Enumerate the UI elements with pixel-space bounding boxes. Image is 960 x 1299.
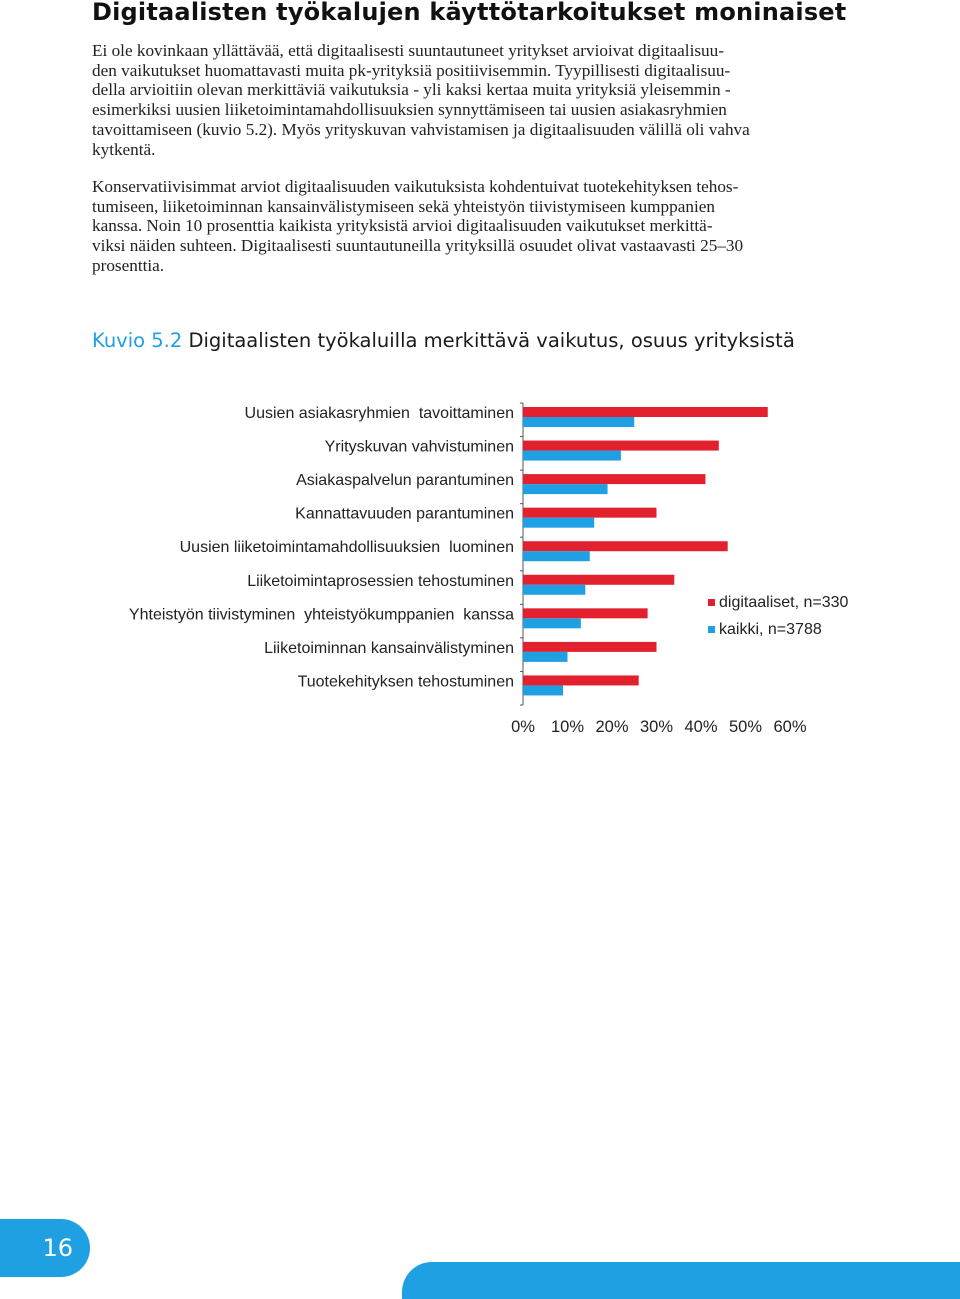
bar-digitaaliset [523,675,639,685]
paragraph-1 [92,41,872,159]
bar-kaikki [523,417,634,427]
paragraph-line: esimerkiksi uusien liiketoimintamahdollisuuksien synnyttämiseen tai uusien asiakasryhmien [92,100,727,120]
figure-caption [92,329,795,352]
bar-chart [0,380,960,750]
category-label: Liiketoimintaprosessien tehostuminen [247,572,514,590]
bar-digitaaliset [523,474,705,484]
bar-kaikki [523,518,594,528]
paragraph-2 [92,177,872,276]
category-label: Asiakaspalvelun parantuminen [296,472,514,490]
figure-number: Kuvio 5.2 [92,329,183,352]
bar-kaikki [523,451,621,461]
paragraph-line: den vaikutukset huomattavasti muita pk-yrityksiä positiivisemmin. Tyypillisesti digitaalisuu- [92,60,731,80]
bar-digitaaliset [523,541,728,551]
page-number: 16 [0,1219,90,1277]
section-heading: Digitaalisten työkalujen käyttötarkoitukset moninaiset [92,0,847,26]
paragraph-line: tavoittamiseen (kuvio 5.2). Myös yrityskuvan vahvistamisen ja digitaalisuuden välillä oli vahva [92,119,750,139]
footer-bar [402,1262,960,1299]
x-tick-label: 60% [773,718,807,736]
category-label: Liiketoiminnan kansainvälistyminen [264,639,514,657]
legend-swatch [708,626,715,633]
paragraph-line: kanssa. Noin 10 prosenttia kaikista yrityksistä arvioi digitaalisuuden vaikutukset merkittä- [92,216,713,236]
x-tick-label: 50% [728,718,763,736]
legend-label: digitaaliset, n=330 [719,594,849,611]
bar-digitaaliset [523,441,719,451]
paragraph-line: della arvioitiin olevan merkittäviä vaikutuksia - yli kaksi kertaa muita yrityksiä yleisemmin - [92,80,731,100]
figure-title: Digitaalisten työkaluilla merkittävä vaikutus, osuus yrityksistä [188,329,795,352]
bar-digitaaliset [523,575,674,585]
bar-digitaaliset [523,407,768,417]
paragraph-line: prosenttia. [92,255,165,275]
category-label: Yhteistyön tiivistyminen yhteistyökumppanien kanssa [128,606,514,624]
bar-digitaaliset [523,508,657,518]
paragraph-line: viksi näiden suhteen. Digitaalisesti suuntautuneilla yrityksillä osuudet olivat vastaavasti 25–30 [92,236,744,256]
bar-kaikki [523,618,581,628]
paragraph-line: kytkentä. [92,139,156,159]
paragraph-line: tumiseen, liiketoiminnan kansainvälistymiseen sekä yhteistyön tiivistymiseen kumppanien [92,196,715,216]
category-label: Uusien asiakasryhmien tavoittaminen [244,405,514,422]
legend-label: kaikki, n=3788 [719,621,822,638]
category-label: Tuotekehityksen tehostuminen [297,673,514,691]
category-label: Yrityskuvan vahvistuminen [324,438,514,456]
x-tick-label: 40% [684,718,718,736]
x-tick-label: 20% [595,718,629,736]
bar-kaikki [523,484,608,494]
bar-kaikki [523,551,590,561]
x-tick-label: 30% [639,718,674,736]
x-tick-label: 10% [550,718,585,736]
bar-kaikki [523,685,563,695]
legend-swatch [708,599,715,606]
bar-digitaaliset [523,608,648,618]
category-label: Kannattavuuden parantuminen [295,505,514,523]
bar-kaikki [523,585,585,595]
category-label: Uusien liiketoimintamahdollisuuksien luominen [179,539,514,557]
bar-kaikki [523,652,568,662]
paragraph-line: Konservatiivisimmat arviot digitaalisuuden vaikutuksista kohdentuivat tuotekehityksen tehos- [92,177,739,196]
x-tick-label: 0% [511,718,535,736]
paragraph-line: Ei ole kovinkaan yllättävää, että digitaalisesti suuntautuneet yritykset arvioivat digitaalisuu- [92,41,724,60]
bar-digitaaliset [523,642,657,652]
